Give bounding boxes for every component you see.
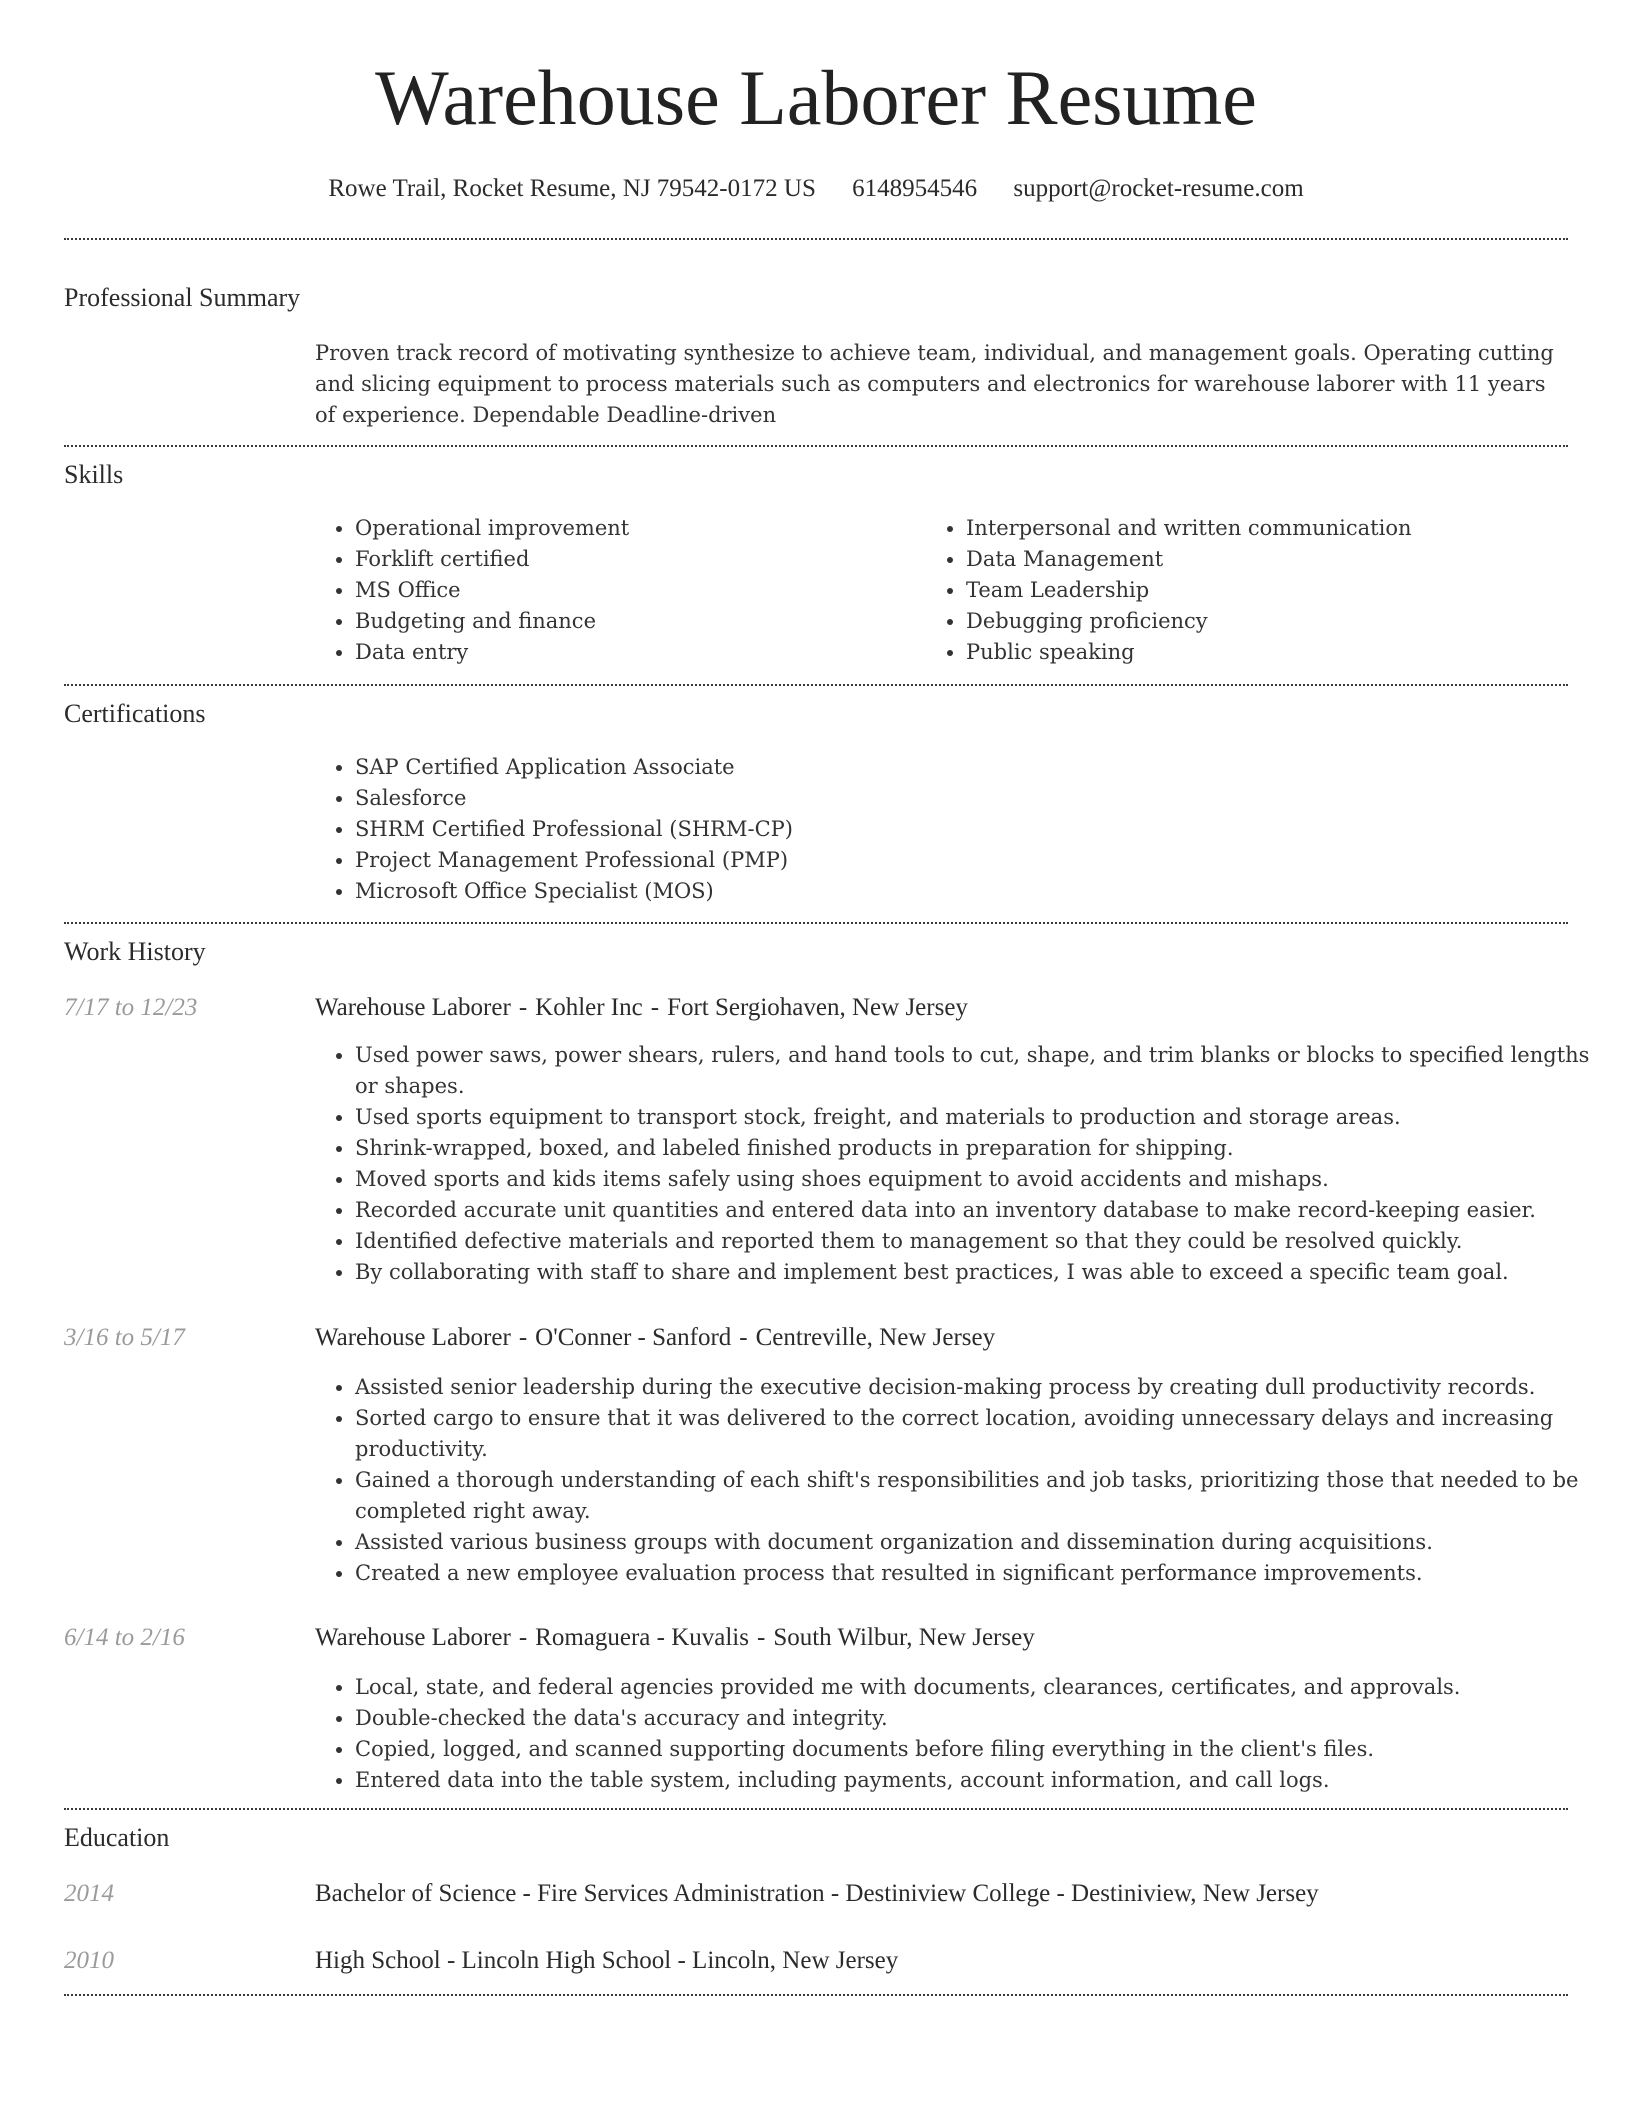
contact-phone: 6148954546 [852,175,978,202]
education-entry: Bachelor of Science - Fire Services Administration - Destiniview College - Destiniview, New Jersey [315,1880,1319,1907]
job-company: O'Conner - Sanford [535,1324,732,1351]
job-company: Kohler Inc [535,994,643,1021]
job-bullet: • Used power saws, power shears, rulers, and hand tools to cut, shape, and trim blanks or blocks to specified lengths or shapes. [355,1040,1600,1102]
contact-line [0,172,1632,206]
certification-item: • SAP Certified Application Associate [355,752,1355,783]
job-dates: 3/16 to 5/17 [64,1324,185,1351]
job-bullet: • Assisted various business groups with document organization and dissemination during acquisitions. [355,1527,1600,1558]
job-location: Fort Sergiohaven, New Jersey [667,994,968,1021]
skills-list-right [922,513,1596,668]
skills-list-left [311,513,915,668]
job-location: Centreville, New Jersey [755,1324,996,1351]
job-company: Romaguera - Kuvalis [535,1624,749,1651]
job-bullets [311,1672,1600,1796]
job-location: South Wilbur, New Jersey [773,1624,1035,1651]
job-heading: Warehouse Laborer - O'Conner - Sanford - Centreville, New Jersey [315,1324,996,1351]
job-bullet: • Used sports equipment to transport stock, freight, and materials to production and storage areas. [355,1102,1600,1133]
divider [64,922,1568,924]
certification-item: • Microsoft Office Specialist (MOS) [355,876,1355,907]
job-bullet: • Gained a thorough understanding of each shift's responsibilities and job tasks, prioritizing those that needed to be completed right away. [355,1465,1600,1527]
summary-heading: Professional Summary [64,283,301,312]
certifications-list [311,752,1355,907]
job-bullet: • Sorted cargo to ensure that it was delivered to the correct location, avoiding unnecessary delays and increasing productivity. [355,1403,1600,1465]
skill-item: • Debugging proficiency [966,606,1596,637]
job-heading: Warehouse Laborer - Romaguera - Kuvalis - South Wilbur, New Jersey [315,1624,1035,1651]
skill-item: • Operational improvement [355,513,915,544]
resume-title: Warehouse Laborer Resume [375,54,1257,141]
contact-email: support@rocket-resume.com [1013,175,1304,202]
job-bullet: • Recorded accurate unit quantities and entered data into an inventory database to make record-keeping easier. [355,1195,1600,1226]
job-dates: 7/17 to 12/23 [64,994,198,1021]
education-heading: Education [64,1823,170,1852]
job-bullet: • Copied, logged, and scanned supporting documents before filing everything in the client's files. [355,1734,1600,1765]
job-bullets [311,1372,1600,1589]
divider [64,238,1568,240]
job-bullet: • Identified defective materials and reported them to management so that they could be resolved quickly. [355,1226,1600,1257]
summary-text: Proven track record of motivating synthesize to achieve team, individual, and management goals. Operating cutting and slicing equipment to process materials such as computers and electronics for warehouse laborer with 11 years of experience. Dependable Deadline-driven [315,341,1554,427]
job-dates: 6/14 to 2/16 [64,1624,185,1651]
education-entry: High School - Lincoln High School - Lincoln, New Jersey [315,1947,899,1974]
divider [64,1808,1568,1810]
skill-item: • Team Leadership [966,575,1596,606]
skills-heading: Skills [64,460,124,489]
job-bullet: • Local, state, and federal agencies provided me with documents, clearances, certificates, and approvals. [355,1672,1600,1703]
job-bullet: • Shrink-wrapped, boxed, and labeled finished products in preparation for shipping. [355,1133,1600,1164]
job-heading: Warehouse Laborer - Kohler Inc - Fort Sergiohaven, New Jersey [315,994,968,1021]
skill-item: • MS Office [355,575,915,606]
certifications-heading: Certifications [64,699,206,728]
job-bullet: • Double-checked the data's accuracy and integrity. [355,1703,1600,1734]
skill-item: • Interpersonal and written communication [966,513,1596,544]
certification-item: • Project Management Professional (PMP) [355,845,1355,876]
skill-item: • Data entry [355,637,915,668]
contact-address: Rowe Trail, Rocket Resume, NJ 79542-0172 US [328,175,816,202]
job-bullet: • Entered data into the table system, including payments, account information, and call logs. [355,1765,1600,1796]
job-title: Warehouse Laborer [315,994,511,1021]
divider [64,445,1568,447]
certification-item: • SHRM Certified Professional (SHRM-CP) [355,814,1355,845]
job-bullet: • Assisted senior leadership during the executive decision-making process by creating dull productivity records. [355,1372,1600,1403]
job-bullets [311,1040,1600,1288]
work-heading: Work History [64,937,206,966]
certification-item: • Salesforce [355,783,1355,814]
job-bullet: • Created a new employee evaluation process that resulted in significant performance improvements. [355,1558,1600,1589]
job-title: Warehouse Laborer [315,1324,511,1351]
job-title: Warehouse Laborer [315,1624,511,1651]
skill-item: • Forklift certified [355,544,915,575]
skill-item: • Public speaking [966,637,1596,668]
education-year: 2014 [64,1880,114,1907]
divider [64,684,1568,686]
job-bullet: • By collaborating with staff to share and implement best practices, I was able to exceed a specific team goal. [355,1257,1600,1288]
divider [64,1994,1568,1996]
skill-item: • Budgeting and finance [355,606,915,637]
skill-item: • Data Management [966,544,1596,575]
education-year: 2010 [64,1947,114,1974]
job-bullet: • Moved sports and kids items safely using shoes equipment to avoid accidents and mishaps. [355,1164,1600,1195]
